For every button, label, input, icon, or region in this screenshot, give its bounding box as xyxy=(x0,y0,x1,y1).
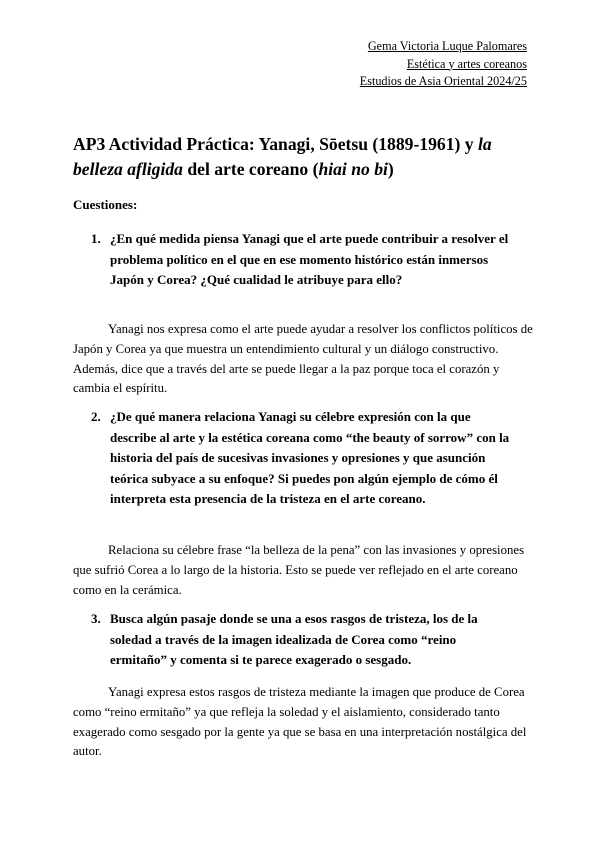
question-text: ¿De qué manera relaciona Yanagi su célebre expresión con la que describe al arte y la estética coreana como “the beauty of sorrow” con la historia del país de sucesivas invasiones y opresiones y que asunción teórica subyace a su enfoque? Si puedes pon algún ejemplo de cómo él interpreta esta presencia de la tristeza en el arte coreano. xyxy=(110,409,510,506)
section-label: Cuestiones: xyxy=(73,197,138,212)
question-number: 2. xyxy=(91,409,101,424)
answer-2: Relaciona su célebre frase “la belleza de la pena” con las invasiones y opresiones que sufrió Corea a lo largo de la historia. Esto se puede ver reflejado en el arte coreano como en la cerámica. xyxy=(73,543,525,597)
document-header xyxy=(360,38,527,91)
program-name: Estudios de Asia Oriental 2024/25 xyxy=(359,74,527,88)
question-number: 3. xyxy=(91,611,101,626)
course-name: Estética y artes coreanos xyxy=(406,56,527,71)
question-text: Busca algún pasaje donde se una a esos rasgos de tristeza, los de la soledad a través de la imagen idealizada de Corea como “reino ermitaño” y comenta si te parece exagerado o sesgado. xyxy=(110,611,478,667)
page-title xyxy=(73,132,533,182)
question-3 xyxy=(91,609,511,671)
title-italic-1: la belleza afligida xyxy=(73,134,492,179)
question-text: ¿En qué medida piensa Yanagi que el arte puede contribuir a resolver el problema político en el que en ese momento histórico están inmersos Japón y Corea? ¿Qué cualidad le atribuye para ello? xyxy=(110,231,509,287)
title-part-2: del arte coreano ( xyxy=(182,159,319,179)
title-part-1: AP3 Actividad Práctica: Yanagi, Sōetsu (1889-1961) y xyxy=(73,134,478,154)
question-2 xyxy=(91,407,511,510)
answer-1: Yanagi nos expresa como el arte puede ayudar a resolver los conflictos políticos de Japón y Corea ya que muestra un entendimiento cultural y un diálogo constructivo. Además, dice que a través del arte se puede llegar a la paz porque toca el corazón y cambia el espíritu. xyxy=(73,322,533,396)
title-part-3: ) xyxy=(387,159,394,179)
question-1 xyxy=(91,229,511,291)
author-name: Gema Victoria Luque Palomares xyxy=(367,39,527,53)
question-number: 1. xyxy=(91,231,101,246)
title-italic-2: hiai no bi xyxy=(318,159,388,179)
answer-3: Yanagi expresa estos rasgos de tristeza mediante la imagen que produce de Corea como “reino ermitaño” ya que refleja la soledad y el aislamiento, considerado tanto exagerado como sesgado por la gente ya que se basa en una interpretación nostálgica del autor. xyxy=(73,685,527,759)
